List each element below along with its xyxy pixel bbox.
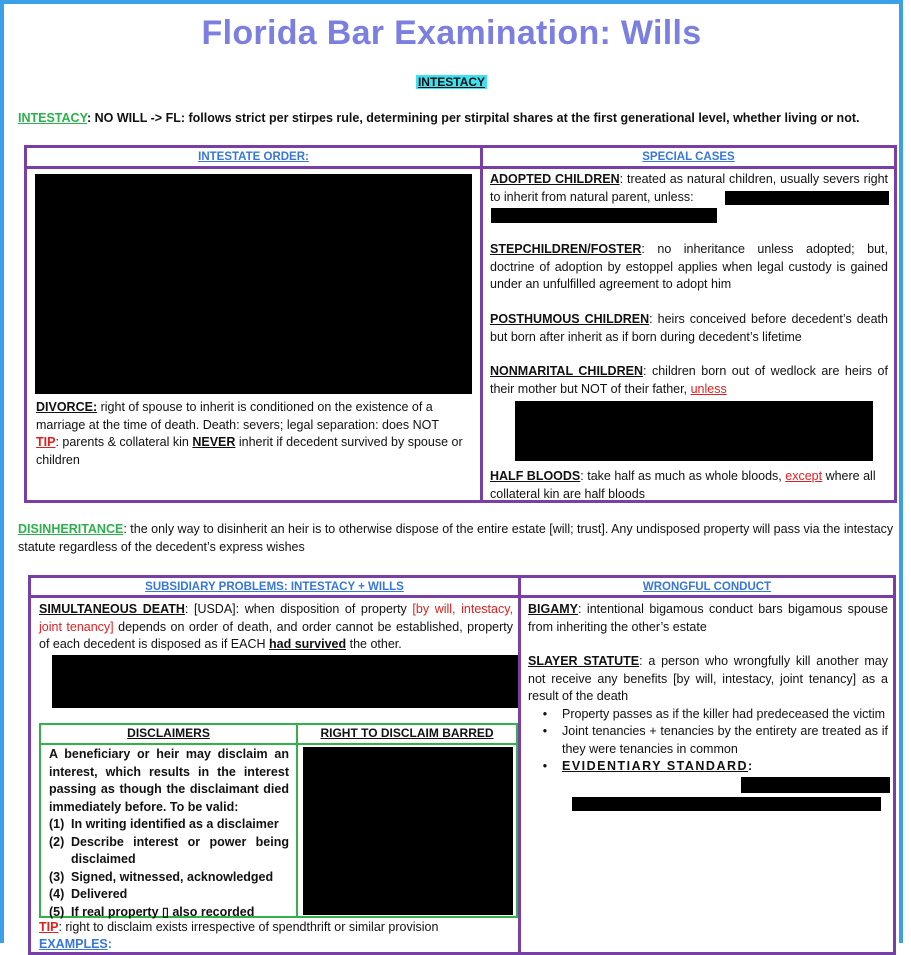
simultaneous-death-paragraph xyxy=(39,601,513,654)
redacted-line xyxy=(491,208,717,223)
list-item xyxy=(49,834,289,869)
examples-colon: : xyxy=(107,937,112,951)
list-item-number: (5) xyxy=(49,904,65,919)
barred-header: RIGHT TO DISCLAIM BARRED xyxy=(320,726,494,740)
disclaimers-header: DISCLAIMERS xyxy=(127,726,210,740)
intestacy-intro xyxy=(18,111,889,125)
examples-line xyxy=(39,936,515,954)
intestacy-term: INTESTACY xyxy=(18,111,87,125)
disclaimer-requirements-list xyxy=(49,816,289,921)
redacted-block xyxy=(515,401,873,461)
half-term: HALF BLOODS xyxy=(490,469,581,483)
nonmarital-term: NONMARITAL CHILDREN xyxy=(490,364,643,378)
list-item xyxy=(528,723,888,758)
evidentiary-colon: : xyxy=(748,759,753,773)
sim-text-b: depends on order of death, and order cannot be established, property of each decedent is disposed as if EACH xyxy=(39,619,513,651)
stepchildren-paragraph xyxy=(490,241,888,294)
section-heading-label: INTESTACY xyxy=(417,75,486,89)
disclaimers-table xyxy=(39,723,518,918)
disinheritance-term: DISINHERITANCE xyxy=(18,522,124,536)
disclaimers-body: A beneficiary or heir may disclaim an interest, which results in the interest passing as though the disclaimant died immediately before. To be valid: xyxy=(49,747,289,814)
bullet-glyph: • xyxy=(542,759,548,773)
slayer-paragraph xyxy=(528,653,888,776)
nonmarital-unless: unless xyxy=(690,381,727,396)
redacted-line xyxy=(725,191,889,205)
disinheritance-paragraph xyxy=(18,521,903,556)
half-text-b: where all collateral kin are half bloods xyxy=(490,469,876,501)
tip-paragraph xyxy=(36,434,476,469)
adopted-term: ADOPTED CHILDREN xyxy=(490,172,620,186)
bullet-glyph: • xyxy=(542,706,548,721)
disclaimers-divider xyxy=(296,725,298,916)
post-text: : heirs conceived before decedent’s death but born after inherit as if born during decedent’s lifetime xyxy=(490,312,888,344)
sim-text-a: : [USDA]: when disposition of property xyxy=(184,602,413,616)
divorce-paragraph xyxy=(36,399,476,434)
sim-term: SIMULTANEOUS DEATH xyxy=(39,602,185,616)
step-text: : no inheritance unless adopted; but, doctrine of adoption by estoppel applies when legal custody is gained under an unfulfilled agreement to adopt him xyxy=(490,242,888,291)
list-item-number: (2) xyxy=(49,834,65,849)
list-item-number: (1) xyxy=(49,817,65,831)
page-title: Florida Bar Examination: Wills xyxy=(201,14,702,52)
redacted-line xyxy=(572,797,881,811)
list-item xyxy=(49,816,289,834)
disclaimers-text xyxy=(49,746,289,921)
redacted-block xyxy=(35,174,472,394)
list-item xyxy=(49,869,289,887)
nonmarital-text: : children born out of wedlock are heirs of their mother but NOT of their father, xyxy=(490,364,888,396)
sim-text-c: the other. xyxy=(346,637,402,651)
sim-had-survived: had survived xyxy=(269,637,347,651)
slayer-bullets xyxy=(528,706,888,759)
evidentiary-label: EVIDENTIARY STANDARD xyxy=(562,759,749,773)
tip-text-a: : parents & collateral kin xyxy=(55,435,193,449)
list-item xyxy=(528,706,888,724)
tip-label: TIP xyxy=(39,920,59,934)
list-item-text: Property passes as if the killer had predeceased the victim xyxy=(562,706,886,721)
tip-text-b: inherit if decedent survived by spouse or children xyxy=(36,435,463,467)
list-item xyxy=(528,758,888,776)
tip-never: NEVER xyxy=(192,435,236,449)
disinheritance-text: : the only way to disinherit an heir is to otherwise dispose of the entire estate [will; trust]. Any undisposed property will pass via the intestacy statute regardless of the decedent’s express wishes xyxy=(18,522,894,554)
intestacy-text: : NO WILL -> FL: follows strict per stirpes rule, determining per stirpital shares at the first generational level, whether living or not. xyxy=(86,111,860,125)
tip-label: TIP xyxy=(36,435,56,449)
redacted-line xyxy=(741,777,890,793)
examples-label: EXAMPLES xyxy=(39,937,108,951)
evidentiary-bullet xyxy=(528,758,888,776)
half-text-a: : take half as much as whole bloods, xyxy=(580,469,786,483)
bigamy-paragraph xyxy=(528,601,888,636)
subsidiary-header: SUBSIDIARY PROBLEMS: INTESTACY + WILLS xyxy=(31,578,518,598)
step-term: STEPCHILDREN/FOSTER xyxy=(490,242,642,256)
disclaimer-tip xyxy=(39,919,515,937)
special-cases-header: SPECIAL CASES xyxy=(483,148,894,169)
divorce-term: DIVORCE: xyxy=(36,400,98,414)
list-item-text: Joint tenancies + tenancies by the entirety are treated as if they were tenancies in common xyxy=(562,724,888,756)
intestacy-table xyxy=(24,145,897,503)
intestate-order-header: INTESTATE ORDER: xyxy=(27,148,480,169)
column-divider xyxy=(518,578,521,955)
list-item-number: (3) xyxy=(49,869,65,884)
column-divider xyxy=(480,148,483,500)
redacted-block xyxy=(52,655,518,708)
disclaimers-header-rule xyxy=(41,743,516,745)
posthumous-paragraph xyxy=(490,311,888,346)
list-item xyxy=(49,886,289,904)
half-bloods-paragraph xyxy=(490,468,890,503)
post-term: POSTHUMOUS CHILDREN xyxy=(490,312,650,326)
bullet-glyph: • xyxy=(542,724,548,738)
redacted-block xyxy=(303,747,513,915)
list-item-text: Signed, witnessed, acknowledged xyxy=(71,869,274,884)
list-item-text: In writing identified as a disclaimer xyxy=(71,817,279,831)
bigamy-text: : intentional bigamous conduct bars bigamous spouse from inheriting the other’s estate xyxy=(528,602,888,634)
subsidiary-table xyxy=(28,575,896,955)
sim-red: [by will, intestacy, joint tenancy] xyxy=(39,602,514,634)
list-item-text: If real property ▯ also recorded xyxy=(71,904,255,919)
slayer-text: : a person who wrongfully kill another may not receive any benefits [by will, intestacy, joint tenancy] as a result of the death xyxy=(528,654,888,703)
slayer-term: SLAYER STATUTE xyxy=(528,654,640,668)
section-heading xyxy=(4,75,899,89)
list-item-text: Delivered xyxy=(71,887,128,901)
list-item-text: Describe interest or power being disclaimed xyxy=(71,834,289,866)
adopted-text: : treated as natural children, usually severs right to inherit from natural parent, unless: xyxy=(490,172,889,204)
half-except: except xyxy=(785,469,823,483)
list-item-number: (4) xyxy=(49,887,65,901)
divorce-text: right of spouse to inherit is conditioned on the existence of a marriage at the time of death. Death: severs; legal separation: does NOT xyxy=(36,400,439,432)
tip-text: : right to disclaim exists irrespective of spendthrift or similar provision xyxy=(58,920,439,934)
wrongful-conduct-header: WRONGFUL CONDUCT xyxy=(521,578,893,598)
nonmarital-paragraph xyxy=(490,363,888,398)
bigamy-term: BIGAMY xyxy=(528,602,578,616)
